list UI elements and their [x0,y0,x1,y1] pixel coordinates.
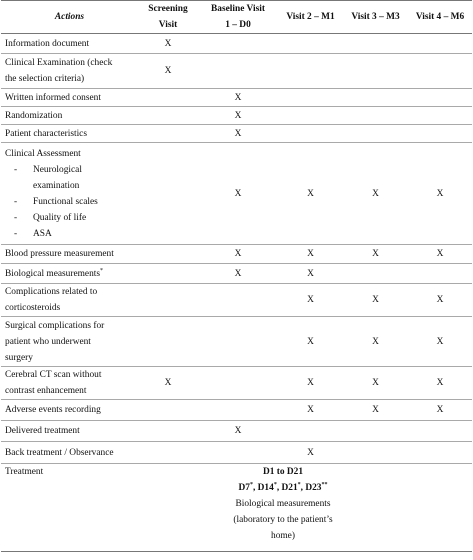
table-row [1,125,472,143]
list-item-text: examination [33,180,80,191]
empty-cell [278,89,343,107]
row-label-line: the selection criteria) [5,74,85,84]
empty-cell [198,400,278,421]
mark-cell: X [343,400,408,421]
row-label [1,54,138,89]
empty-cell [138,245,198,264]
header-visit-2: Visit 2 – M1 [278,1,343,34]
row-label: Delivered treatment [1,421,138,442]
treatment-detail-block [218,464,348,544]
row-label: Randomization [1,107,138,125]
empty-cell [408,442,472,464]
empty-cell [408,34,472,54]
mark-cell: X [278,317,343,367]
table-body [1,34,472,552]
table-row [1,400,472,421]
empty-cell [138,125,198,143]
mark-cell: X [343,284,408,317]
mark-cell: X [278,400,343,421]
mark-cell: X [408,284,472,317]
row-label: Information document [1,34,138,54]
row-label-line: Surgical complications for [5,320,105,331]
table-row [1,464,472,552]
mark-cell: X [408,143,472,245]
table-row [1,317,472,367]
empty-cell [408,264,472,284]
empty-cell [278,34,343,54]
mark-cell: X [408,367,472,400]
row-label: Treatment [1,464,138,552]
header-actions: Actions [1,1,138,34]
table-row [1,245,472,264]
treatment-days: D1 to D21 [262,467,304,477]
empty-cell [138,317,198,367]
mark-cell: X [198,264,278,284]
empty-cell [343,264,408,284]
table-row [1,54,472,89]
footnote-marker: * [249,481,253,488]
row-label-line: Clinical Assessment [5,148,81,159]
empty-cell [138,464,198,552]
empty-cell [408,125,472,143]
row-label: Blood pressure measurement [1,245,138,264]
empty-cell [198,367,278,400]
empty-cell [198,284,278,317]
footnote-marker: * [297,481,301,488]
treatment-note-line: home) [271,531,295,541]
header-visit-4: Visit 4 – M6 [408,1,472,34]
day-label: , D23 [300,483,322,493]
row-label [1,264,138,284]
mark-cell: X [138,34,198,54]
list-item-text: Neurological [33,164,82,175]
row-label: Written informed consent [1,89,138,107]
day-label: , D14 [252,483,274,493]
empty-cell [138,421,198,442]
treatment-note-line: Biological measurements [235,499,331,509]
mark-cell: X [408,317,472,367]
mark-cell: X [343,317,408,367]
list-item-text: Functional scales [33,196,98,207]
mark-cell: X [198,89,278,107]
header-baseline-visit [198,1,278,34]
empty-cell [408,464,472,552]
mark-cell: X [278,143,343,245]
empty-cell [278,54,343,89]
mark-cell: X [408,245,472,264]
header-baseline-line2: 1 – D0 [225,20,251,30]
row-label [1,317,138,367]
list-item [5,226,138,242]
mark-cell: X [278,367,343,400]
mark-cell: X [343,245,408,264]
day-label: , D21 [276,483,298,493]
mark-cell: X [278,264,343,284]
row-label-line: surgery [5,352,33,363]
empty-cell [408,89,472,107]
empty-cell [138,107,198,125]
table-row [1,34,472,54]
empty-cell [408,54,472,89]
header-screening-line2: Visit [158,20,178,30]
mark-cell: X [198,143,278,245]
mark-cell: X [198,125,278,143]
list-dash: - [14,212,18,223]
list-dash: - [14,228,18,239]
empty-cell [198,34,278,54]
header-baseline-line1: Baseline Visit [211,4,265,14]
empty-cell [138,264,198,284]
empty-cell [343,421,408,442]
empty-cell [343,125,408,143]
row-label-line: Cerebral CT scan without [5,370,102,380]
mark-cell: X [138,367,198,400]
empty-cell [343,107,408,125]
footnote-marker: ** [321,481,328,488]
table-row [1,107,472,125]
empty-cell [138,89,198,107]
empty-cell [343,89,408,107]
mark-cell: X [343,143,408,245]
table-row [1,143,472,245]
row-label: Adverse events recording [1,400,138,421]
empty-cell [343,54,408,89]
empty-cell [198,54,278,89]
header-visit-3: Visit 3 – M3 [343,1,408,34]
mark-cell: X [343,367,408,400]
empty-cell [138,400,198,421]
table-row [1,442,472,464]
empty-cell [278,125,343,143]
day-label: D7 [238,483,250,493]
empty-cell [138,442,198,464]
list-item-text: ASA [33,228,52,239]
header-screening-line1: Screening [148,4,188,14]
empty-cell [343,442,408,464]
empty-cell [138,284,198,317]
list-dash: - [14,196,18,207]
list-item [5,162,138,178]
footnote-marker: * [100,267,104,274]
row-label [1,143,138,245]
list-dash [5,178,33,194]
row-label-line: contrast enhancement [5,386,87,396]
table-row [1,89,472,107]
empty-cell [343,34,408,54]
table-row [1,367,472,400]
empty-cell [138,143,198,245]
row-label: Patient characteristics [1,125,138,143]
list-dash: - [14,164,18,175]
row-label [1,284,138,317]
mark-cell: X [278,284,343,317]
mark-cell: X [198,107,278,125]
mark-cell: X [138,54,198,89]
empty-cell [198,442,278,464]
row-label-line: patient who underwent [5,336,91,347]
mark-cell: X [198,245,278,264]
row-label [1,367,138,400]
list-item [5,194,138,210]
schedule-grid [1,0,472,552]
treatment-check-days [218,480,348,496]
empty-cell [408,107,472,125]
empty-cell [278,421,343,442]
list-item [5,178,138,194]
row-label-line: corticosteroids [5,303,61,313]
header-screening-visit [138,1,198,34]
row-label-line: Complications related to [5,287,98,297]
header-row [1,1,472,34]
treatment-detail-cell [198,464,408,552]
mark-cell: X [278,442,343,464]
table-header [1,1,472,34]
list-item-text: Quality of life [33,212,87,223]
row-label-text: Biological measurements [5,268,101,279]
row-label: Back treatment / Observance [1,442,138,464]
row-label-line: Clinical Examination (check [5,58,113,68]
list-item [5,210,138,226]
mark-cell: X [278,245,343,264]
mark-cell: X [198,421,278,442]
table-row [1,264,472,284]
empty-cell [278,107,343,125]
treatment-note-line: (laboratory to the patient’s [233,515,333,525]
empty-cell [198,317,278,367]
footnote-marker: * [273,481,277,488]
empty-cell [408,421,472,442]
table-row [1,421,472,442]
mark-cell: X [408,400,472,421]
table-row [1,284,472,317]
assessment-list [5,162,138,242]
